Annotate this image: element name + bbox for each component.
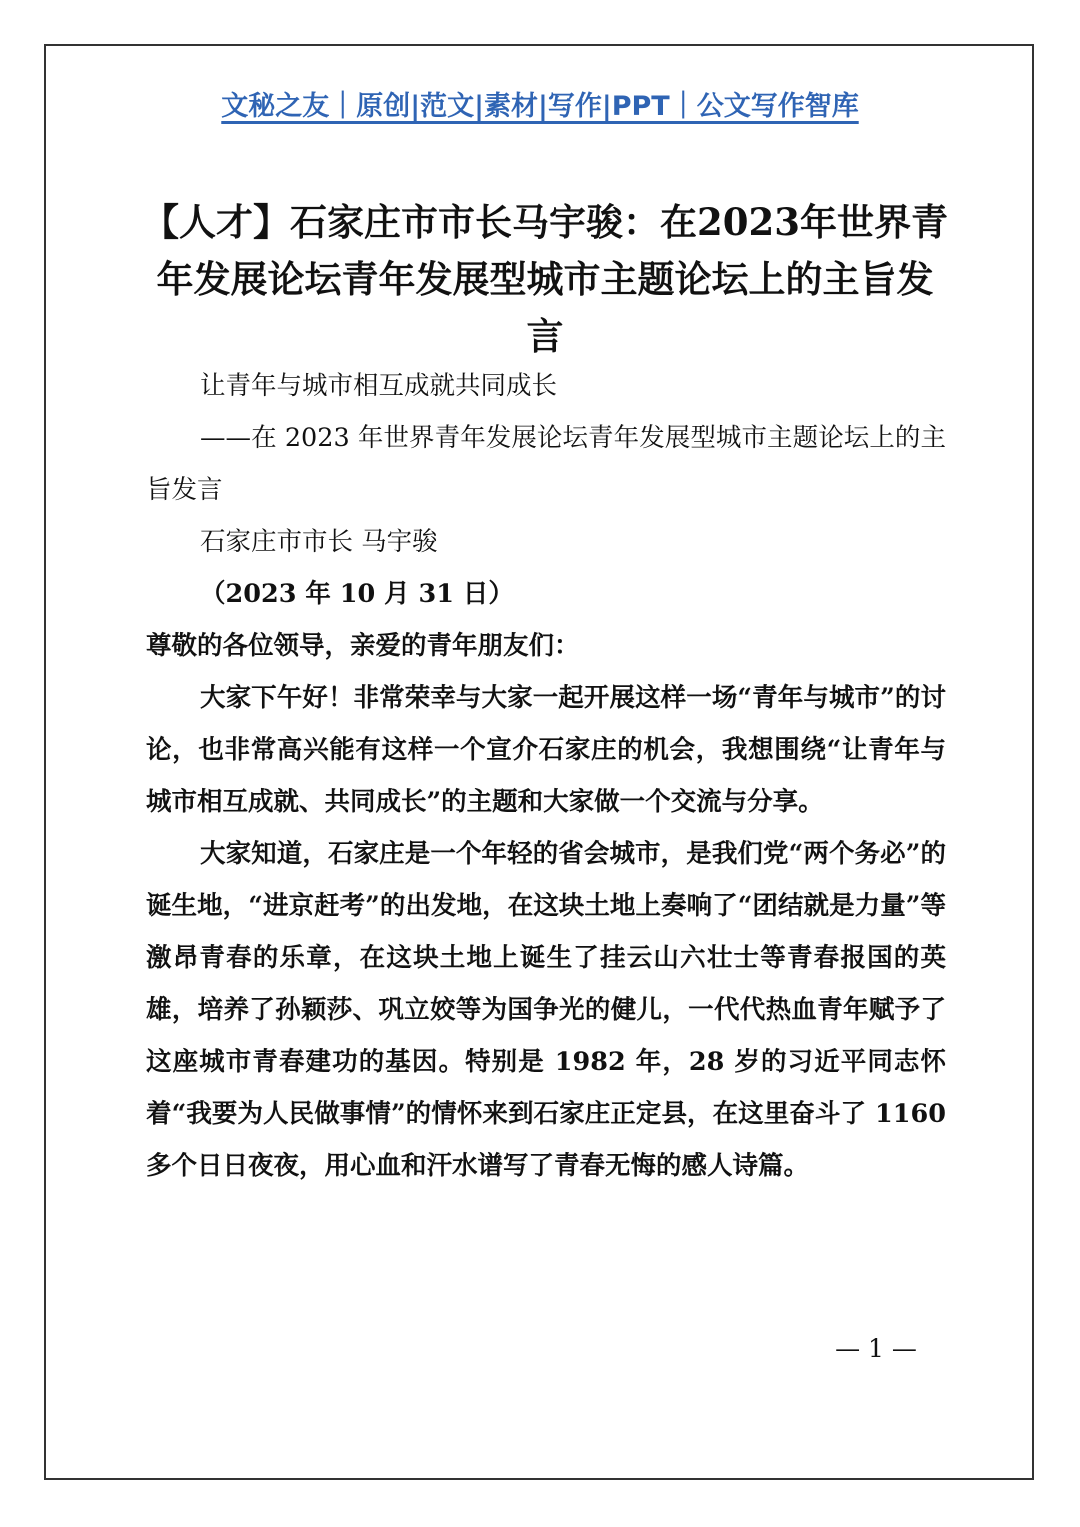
page-number: — 1 — xyxy=(835,1334,917,1363)
speech-date: （2023 年 10 月 31 日） xyxy=(200,579,514,609)
document-subtitle-occasion: ——在 2023 年世界青年发展论坛青年发展型城市主题论坛上的主旨发言 xyxy=(146,423,946,505)
paragraph: 大家知道，石家庄是一个年轻的省会城市，是我们党“两个务必”的诞生地，“进京赶考”的出发地，在这块土地上奏响了“团结就是力量”等激昂青春的乐章，在这块土地上诞生了挂云山六壮士等青春报国的英雄，培养了孙颖莎、巩立姣等为国争光的健儿，一代代热血青年赋予了这座城市青春建功的基因。特别是 1982 年，28 岁的习近平同志怀着“我要为人民做事情”的情怀来到石家庄正定县，在这里奋斗了 1160 多个日日夜夜，用心血和汗水谱写了青春无悔的感人诗篇。 xyxy=(146,839,946,1181)
document-subtitle: 让青年与城市相互成就共同成长 xyxy=(200,371,558,401)
paragraph: 大家下午好！非常荣幸与大家一起开展这样一场“青年与城市”的讨论，也非常高兴能有这样一个宣介石家庄的机会，我想围绕“让青年与城市相互成就、共同成长”的主题和大家做一个交流与分享。 xyxy=(146,683,946,817)
document-title: 【人才】石家庄市市长马宇骏：在2023年世界青年发展论坛青年发展型城市主题论坛上的主旨发言 xyxy=(142,200,948,358)
header-banner[interactable]: 文秘之友｜原创|范文|素材|写作|PPT｜公文写作智库 xyxy=(221,91,859,122)
speaker-line: 石家庄市市长 马宇骏 xyxy=(200,527,438,557)
salutation: 尊敬的各位领导，亲爱的青年朋友们： xyxy=(146,631,580,661)
document-body xyxy=(146,360,946,1192)
